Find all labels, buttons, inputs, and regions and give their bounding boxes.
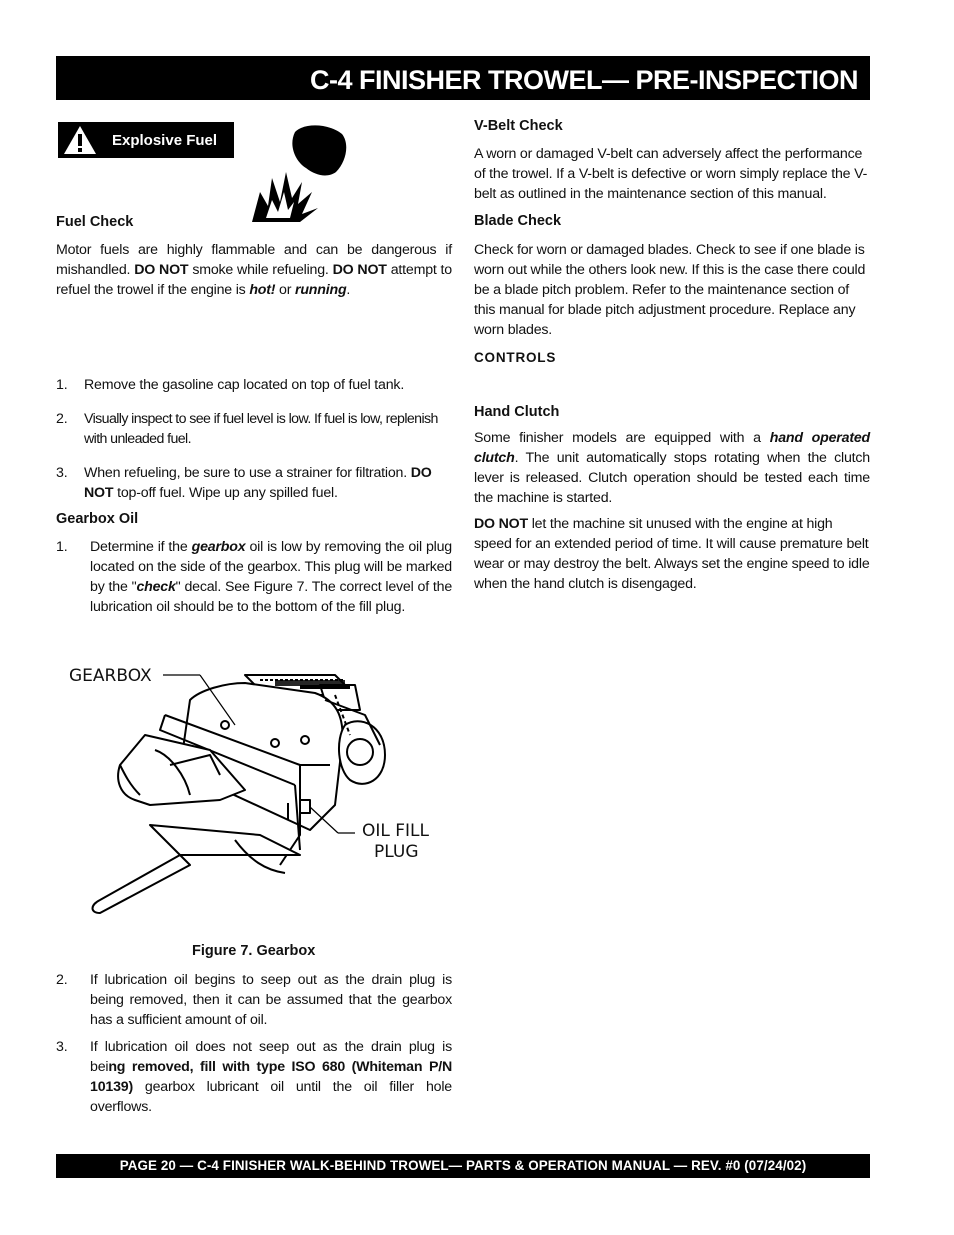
oil-plug-label: PLUG <box>374 842 419 862</box>
hand-clutch-warning-paragraph: DO NOT let the machine sit unused with the engine at high speed for an extended period of time. It will cause premature belt wear or may destroy the belt. Always set the engine speed to idle when the hand clutch is disengaged. <box>474 516 870 592</box>
page-footer: PAGE 20 — C-4 FINISHER WALK-BEHIND TROWEL— PARTS & OPERATION MANUAL — REV. #0 (07/24/02) <box>56 1154 870 1178</box>
list-item: 3. When refueling, be sure to use a strainer for filtration. DO NOT top-off fuel. Wipe up any spilled fuel. <box>56 465 432 501</box>
warning-triangle-icon <box>62 124 98 156</box>
warning-banner <box>58 122 234 158</box>
oil-fill-label: OIL FILL <box>362 821 430 841</box>
blade-check-paragraph: Check for worn or damaged blades. Check to see if one blade is worn out while the others look new. If this is the case there could be a blade pitch problem. Refer to the maintenance section of this manual for blade pitch adjustment procedure. Replace any worn blades. <box>474 242 866 338</box>
controls-heading: CONTROLS <box>474 350 557 365</box>
list-item: 2. Visually inspect to see if fuel level is low. If fuel is low, replenish with unleaded fuel. <box>56 411 438 447</box>
fuel-check-heading: Fuel Check <box>56 214 134 230</box>
explosion-icon <box>250 122 350 226</box>
hand-clutch-paragraph: Some finisher models are equipped with a hand operated clutch. The unit automatically stops rotating when the clutch lever is released. Clutch operation should be tested each time the machine is started. <box>474 430 870 506</box>
fuel-check-paragraph: Motor fuels are highly flammable and can be dangerous if mishandled. DO NOT smoke while refueling. DO NOT attempt to refuel the trowel if the engine is hot! or running. <box>56 242 452 298</box>
vbelt-check-heading: V-Belt Check <box>474 118 563 134</box>
list-item: 1. Determine if the gearbox oil is low by removing the oil plug located on the side of the gearbox. This plug will be marked by the "check" decal. See Figure 7. The correct level of the lubrication oil should be to the bottom of the fill plug. <box>56 539 453 615</box>
list-item: 1. Remove the gasoline cap located on top of fuel tank. <box>56 377 405 393</box>
blade-check-heading: Blade Check <box>474 213 562 229</box>
gearbox-oil-heading: Gearbox Oil <box>56 511 139 527</box>
page-title: C-4 FINISHER TROWEL— PRE-INSPECTION <box>56 56 870 100</box>
gearbox-figure <box>60 655 460 925</box>
figure-caption: Figure 7. Gearbox <box>192 943 316 959</box>
list-item: 3. If lubrication oil does not seep out as the drain plug is being removed, fill with type ISO 680 (Whiteman P/N 10139) gearbox lubricant oil until the oil filler hole overflows. <box>56 1039 452 1115</box>
list-item: 2. If lubrication oil begins to seep out as the drain plug is being removed, then it can be assumed that the gearbox has a sufficient amount of oil. <box>56 972 452 1028</box>
warning-label: Explosive Fuel <box>112 132 218 149</box>
hand-clutch-heading: Hand Clutch <box>474 404 560 420</box>
gearbox-label: GEARBOX <box>69 666 152 686</box>
vbelt-check-paragraph: A worn or damaged V-belt can adversely affect the performance of the trowel. If a V-belt is defective or worn simply replace the V-belt as outlined in the maintenance section of this manual. <box>474 146 868 202</box>
